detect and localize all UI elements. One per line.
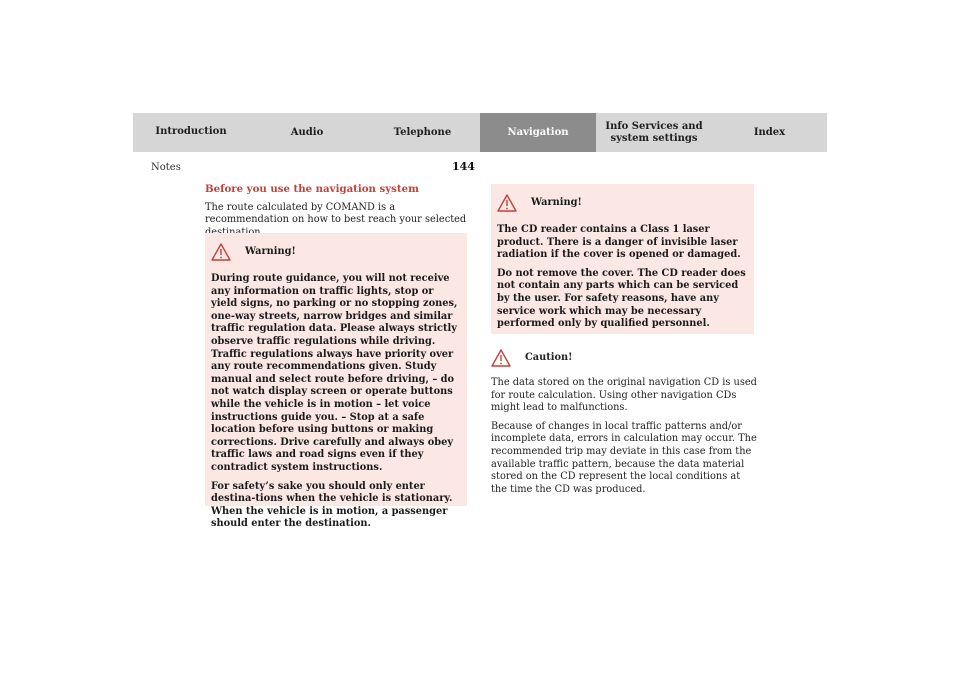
warning-header <box>211 243 461 261</box>
tab-navigation-label: Navigation <box>507 126 569 138</box>
tab-info-services[interactable] <box>596 113 712 152</box>
caution-block <box>491 349 757 502</box>
section-label: Notes <box>151 162 181 173</box>
tab-info-services-label-1: Info Services and <box>605 120 703 132</box>
warning-paragraph: The CD reader contains a Class 1 laser product. There is a danger of invisible laser radiation if the cover is opened or damaged. <box>497 224 741 261</box>
tab-index[interactable] <box>712 113 827 152</box>
section-tabs <box>133 113 827 152</box>
tab-introduction[interactable] <box>133 113 249 152</box>
warning-triangle-icon <box>211 243 231 261</box>
caution-paragraph: Because of changes in local traffic patterns and/or incomplete data, errors in calculation may occur. The recommended trip may deviate in this case from the available traffic pattern, because the data material stored on the CD represent the local conditions at the time the CD was produced. <box>491 420 757 495</box>
tab-audio-label: Audio <box>290 126 324 138</box>
warning-triangle-icon <box>497 194 517 212</box>
warning-header <box>497 194 748 212</box>
warning-title: Warning! <box>245 245 296 257</box>
tab-navigation[interactable] <box>480 113 596 152</box>
tab-introduction-label: Introduction <box>155 126 227 137</box>
route-guidance-warning <box>205 233 467 530</box>
section-heading: Before you use the navigation system <box>205 183 419 195</box>
tab-telephone[interactable] <box>365 113 480 152</box>
intro-paragraph: The route calculated by COMAND is a recommendation on how to best reach your selected <box>205 201 467 226</box>
caution-triangle-icon <box>491 349 511 367</box>
laser-warning <box>491 184 754 334</box>
tab-index-label: Index <box>753 126 786 138</box>
warning-title: Warning! <box>531 196 582 208</box>
page-number: 144 <box>452 160 475 173</box>
warning-paragraph: Do not remove the cover. The CD reader does not contain any parts which can be serviced by the user. For safety reasons, have any service work which may be necessary performed only by qualified personnel. <box>497 267 746 330</box>
tab-info-services-label-2: system settings <box>610 132 698 144</box>
warning-paragraph: During route guidance, you will not receive any information on traffic lights, stop or yield signs, no parking or no stopping zones, one-way streets, narrow bridges and similar traffic regulation data. Please always strictly observe traffic regulations while driving. Traffic regulations always have priority over any route recommendations given. Study manual and select route before driving, – do not watch display screen or operate buttons while the vehicle is in motion – let voice instructions guide you. – Stop at a safe location before using buttons or making corrections. Drive carefully and always obey traffic laws and road signs even if they contradict system instructions. <box>211 273 458 473</box>
caution-header <box>491 349 757 367</box>
warning-paragraph: For safety’s sake you should only enter destina-tions when the vehicle is stationary. When the vehicle is in motion, a passenger should enter the destination. <box>211 480 453 530</box>
caution-title: Caution! <box>525 351 573 363</box>
tab-audio[interactable] <box>249 113 365 152</box>
tab-telephone-label: Telephone <box>393 126 452 138</box>
caution-paragraph: The data stored on the original navigation CD is used for route calculation. Using other navigation CDs might lead to malfunctions. <box>491 377 757 414</box>
